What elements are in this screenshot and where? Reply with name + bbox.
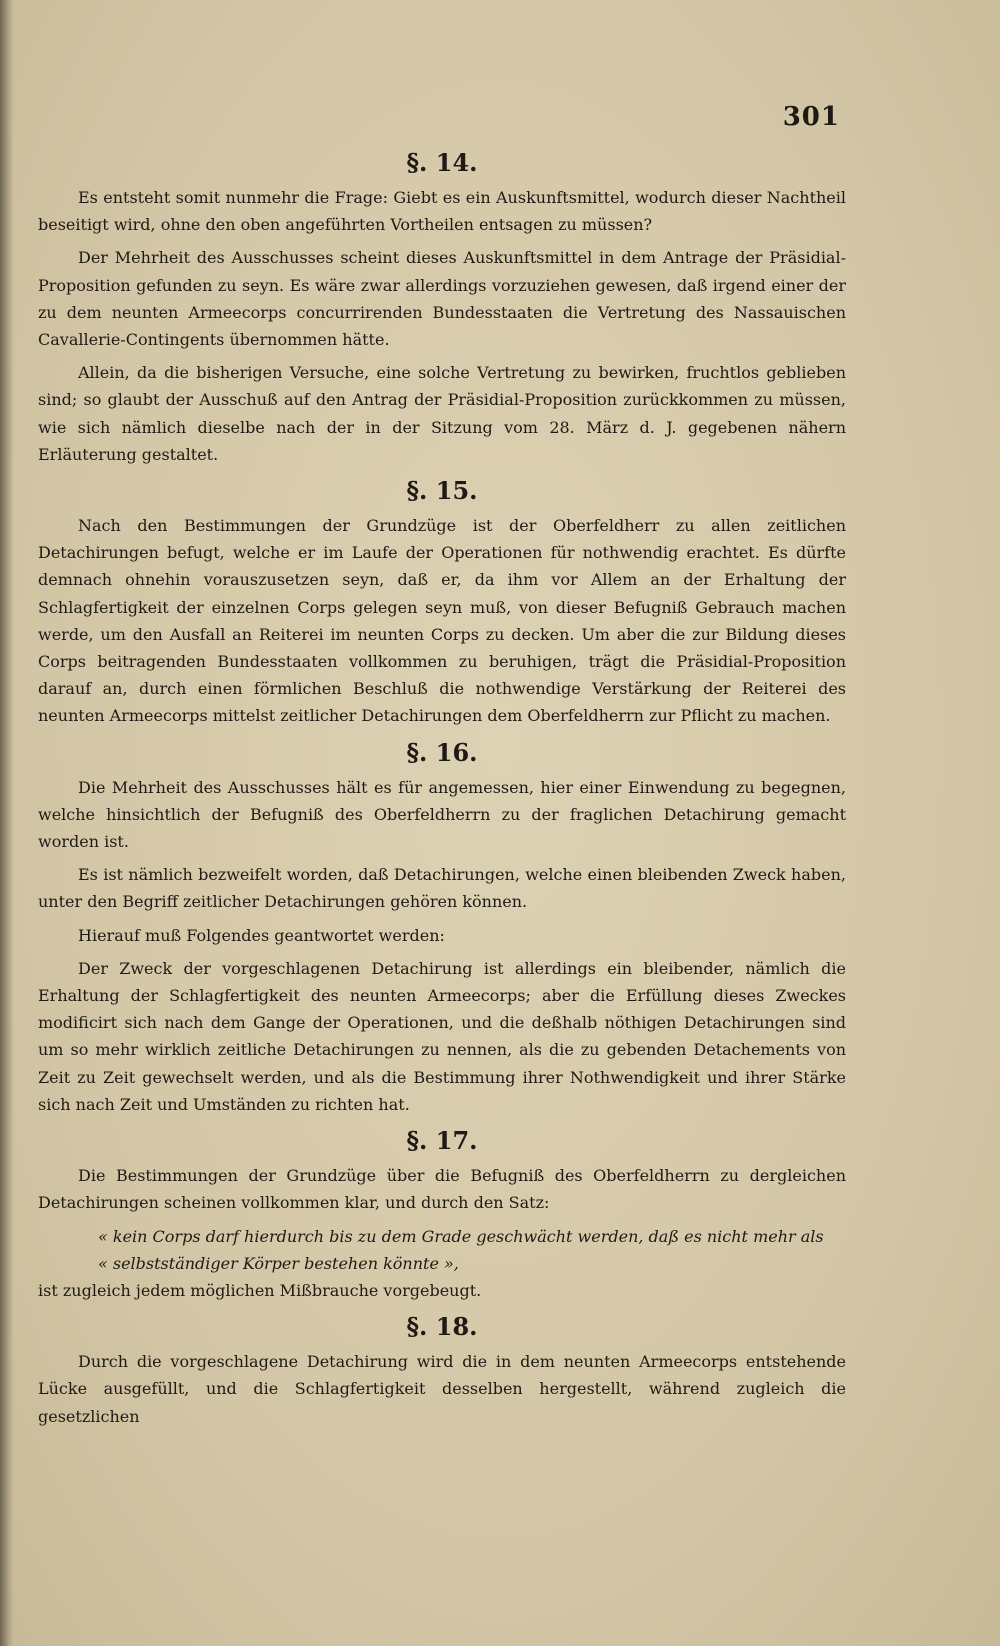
page-spine-shadow (0, 0, 14, 1646)
paragraph: Allein, da die bisherigen Versuche, eine solche Vertretung zu bewirken, fruchtlos geblieben sind; so glaubt der Ausschuß auf den Antrag der Präsidial-Proposition zurückkommen zu müssen, wie sich nämlich dieselbe nach der in der Sitzung vom 28. März d. J. gegebenen nähern Erläuterung gestaltet. (38, 363, 846, 464)
section-heading-16: §. 16. (406, 737, 478, 767)
paragraph: Es entsteht somit nunmehr die Frage: Giebt es ein Auskunftsmittel, wodurch dieser Nachtheil beseitigt wird, ohne den oben angeführten Vortheilen entsagen zu müssen? (38, 188, 846, 235)
paragraph: ist zugleich jedem möglichen Mißbrauche vorgebeugt. (38, 1280, 482, 1300)
paragraph: Durch die vorgeschlagene Detachirung wird die in dem neunten Armeecorps entstehende Lücke ausgefüllt, und die Schlagfertigkeit desselben hergestellt, während zugleich die gesetzlichen (38, 1352, 846, 1426)
paragraph: Die Bestimmungen der Grundzüge über die Befugniß des Oberfeldherrn zu dergleichen Detachirungen scheinen vollkommen klar, und durch den Satz: (38, 1166, 846, 1213)
quote-line: « kein Corps darf hierdurch bis zu dem Grade geschwächt werden, daß es nicht mehr als (98, 1226, 824, 1246)
paragraph: Es ist nämlich bezweifelt worden, daß Detachirungen, welche einen bleibenden Zweck haben, unter den Begriff zeitlicher Detachirungen gehören können. (38, 865, 846, 912)
section-heading-14: §. 14. (406, 148, 478, 177)
paragraph: Der Zweck der vorgeschlagenen Detachirung ist allerdings ein bleibender, nämlich die Erhaltung der Schlagfertigkeit des neunten Armeecorps; aber die Erfüllung dieses Zweckes modificirt sich nach dem Gange der Operationen, und die deßhalb nöthigen Detachirungen sind um so mehr wirklich zeitliche Detachirungen zu nennen, als die zu gebenden Detachements von Zeit zu Zeit gewechselt werden, und als die Bestimmung ihrer Nothwendigkeit und ihrer Stärke sich nach Zeit und Umständen zu richten hat. (38, 958, 846, 1114)
section-heading-17: §. 17. (406, 1126, 478, 1156)
paragraph: Der Mehrheit des Ausschusses scheint dieses Auskunftsmittel in dem Antrage der Präsidial-Proposition gefunden zu seyn. Es wäre zwar allerdings vorzuziehen gewesen, daß irgend einer der zu dem neunten Armeecorps concurrirenden Bundesstaaten die Vertretung des Nassauischen Cavallerie-Contingents übernommen hätte. (38, 248, 846, 350)
section-heading-15: §. 15. (406, 476, 478, 506)
quote-line: « selbstständiger Körper bestehen könnte », (98, 1253, 459, 1273)
paragraph: Hierauf muß Folgendes geantwortet werden: (78, 925, 445, 945)
section-heading-18: §. 18. (406, 1312, 478, 1342)
page-number: 301 (782, 102, 840, 132)
page-body (38, 140, 846, 1436)
paragraph: Nach den Bestimmungen der Grundzüge ist der Oberfeldherr zu allen zeitlichen Detachirungen befugt, welche er im Laufe der Operationen für nothwendig erachtet. Es dürfte demnach ohnehin vorauszusetzen seyn, daß er, da ihm vor Allem an der Erhaltung der Schlagfertigkeit der einzelnen Corps gelegen seyn muß, von dieser Befugniß Gebrauch machen werde, um den Ausfall an Reiterei im neunten Corps zu decken. Um aber die zur Bildung dieses Corps beitragenden Bundesstaaten vollkommen zu beruhigen, trägt die Präsidial-Proposition darauf an, durch einen förmlichen Beschluß die nothwendige Verstärkung der Reiterei des neunten Armeecorps mittelst zeitlicher Detachirungen dem Oberfeldherrn zur Pflicht zu machen. (38, 516, 846, 726)
paragraph: Die Mehrheit des Ausschusses hält es für angemessen, hier einer Einwendung zu begegnen, welche hinsichtlich der Befugniß des Oberfeldherrn zu der fraglichen Detachirung gemacht worden ist. (38, 777, 846, 852)
